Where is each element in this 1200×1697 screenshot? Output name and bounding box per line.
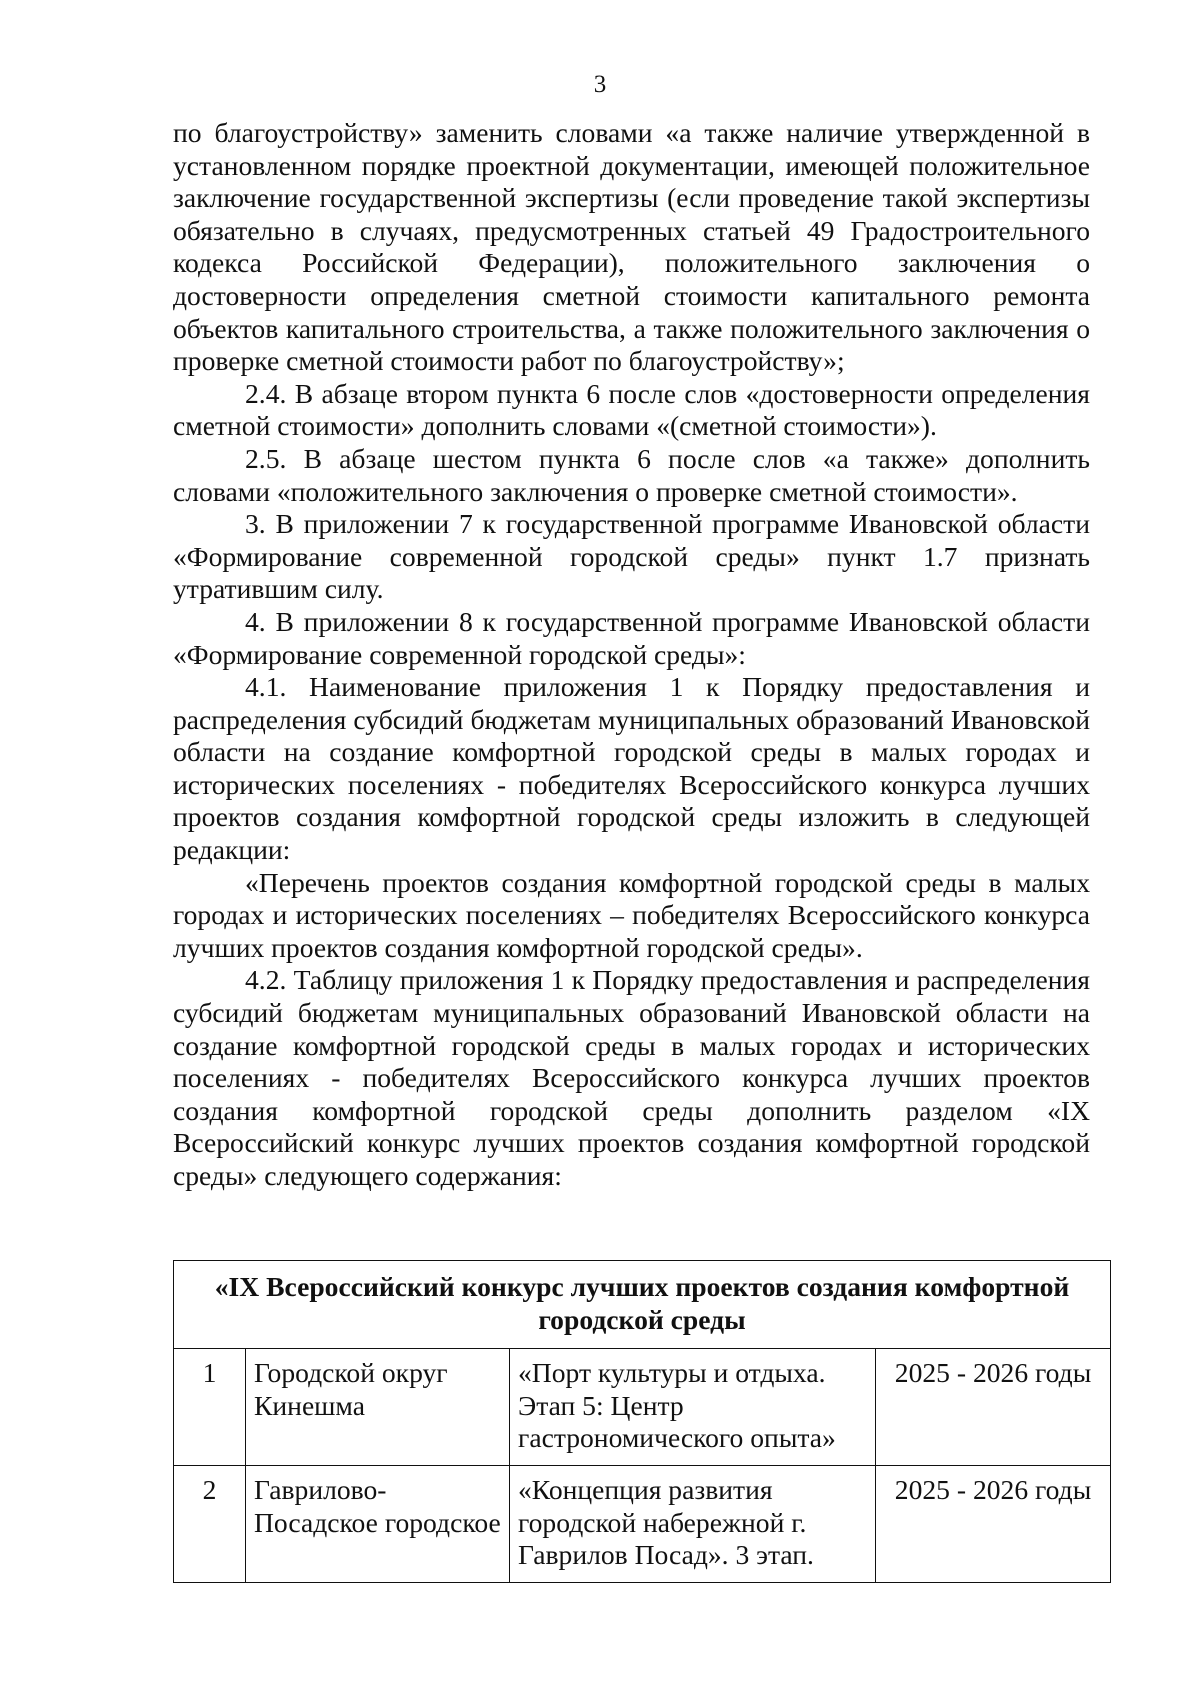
paragraph-2-5: 2.5. В абзаце шестом пункта 6 после слов «а также» дополнить словами «положительного заключения о проверке сметной стоимости».: [173, 442, 1090, 507]
project-cell: «Порт культуры и отдыха. Этап 5: Центр гастрономического опыта»: [510, 1349, 876, 1466]
municipality-cell: Городской округ Кинешма: [246, 1349, 510, 1466]
paragraph-continuation: по благоустройству» заменить словами «а также наличие утвержденной в установленном порядке проектной документации, имеющей положительное заключение государственной экспертизы (если проведение такой экспертизы обязательно в случаях, предусмотренных статьей 49 Градостроительного кодекса Российской Федерации), положительного заключения о достоверности определения сметной стоимости капитального ремонта объектов капитального строительства, а также положительного заключения о проверке сметной стоимости работ по благоустройству»;: [173, 117, 1090, 377]
projects-table: [173, 1260, 1111, 1583]
paragraph-4: 4. В приложении 8 к государственной программе Ивановской области «Формирование современной городской среды»:: [173, 605, 1090, 670]
table-heading-row: [174, 1261, 1111, 1349]
table-row: [174, 1349, 1111, 1466]
period-cell: 2025 - 2026 годы: [876, 1465, 1111, 1582]
project-cell: «Концепция развития городской набережной г. Гаврилов Посад». 3 этап.: [510, 1465, 876, 1582]
municipality-cell: Гаврилово-Посадское городское: [246, 1465, 510, 1582]
paragraph-new-title: «Перечень проектов создания комфортной городской среды в малых городах и исторических поселениях – победителях Всероссийского конкурса лучших проектов создания комфортной городской среды».: [173, 866, 1090, 963]
table-section-heading: «IX Всероссийский конкурс лучших проектов создания комфортной городской среды: [174, 1261, 1111, 1349]
paragraph-4-2: 4.2. Таблицу приложения 1 к Порядку предоставления и распределения субсидий бюджетам муниципальных образований Ивановской области на создание комфортной городской среды в малых городах и исторических поселениях - победителях Всероссийского конкурса лучших проектов создания комфортной городской среды дополнить разделом «IX Всероссийский конкурс лучших проектов создания комфортной городской среды» следующего содержания:: [173, 964, 1090, 1191]
row-number: 2: [174, 1465, 246, 1582]
paragraph-3: 3. В приложении 7 к государственной программе Ивановской области «Формирование современной городской среды» пункт 1.7 признать утратившим силу.: [173, 508, 1090, 605]
paragraph-4-1: 4.1. Наименование приложения 1 к Порядку предоставления и распределения субсидий бюджетам муниципальных образований Ивановской области на создание комфортной городской среды в малых городах и исторических поселениях - победителях Всероссийского конкурса лучших проектов создания комфортной городской среды изложить в следующей редакции:: [173, 671, 1090, 866]
document-body: [173, 117, 1090, 1193]
table-row: [174, 1465, 1111, 1582]
period-cell: 2025 - 2026 годы: [876, 1349, 1111, 1466]
page-number: 3: [593, 71, 607, 98]
paragraph-2-4: 2.4. В абзаце втором пункта 6 после слов «достоверности определения сметной стоимости» дополнить словами «(сметной стоимости»).: [173, 377, 1090, 442]
row-number: 1: [174, 1349, 246, 1466]
